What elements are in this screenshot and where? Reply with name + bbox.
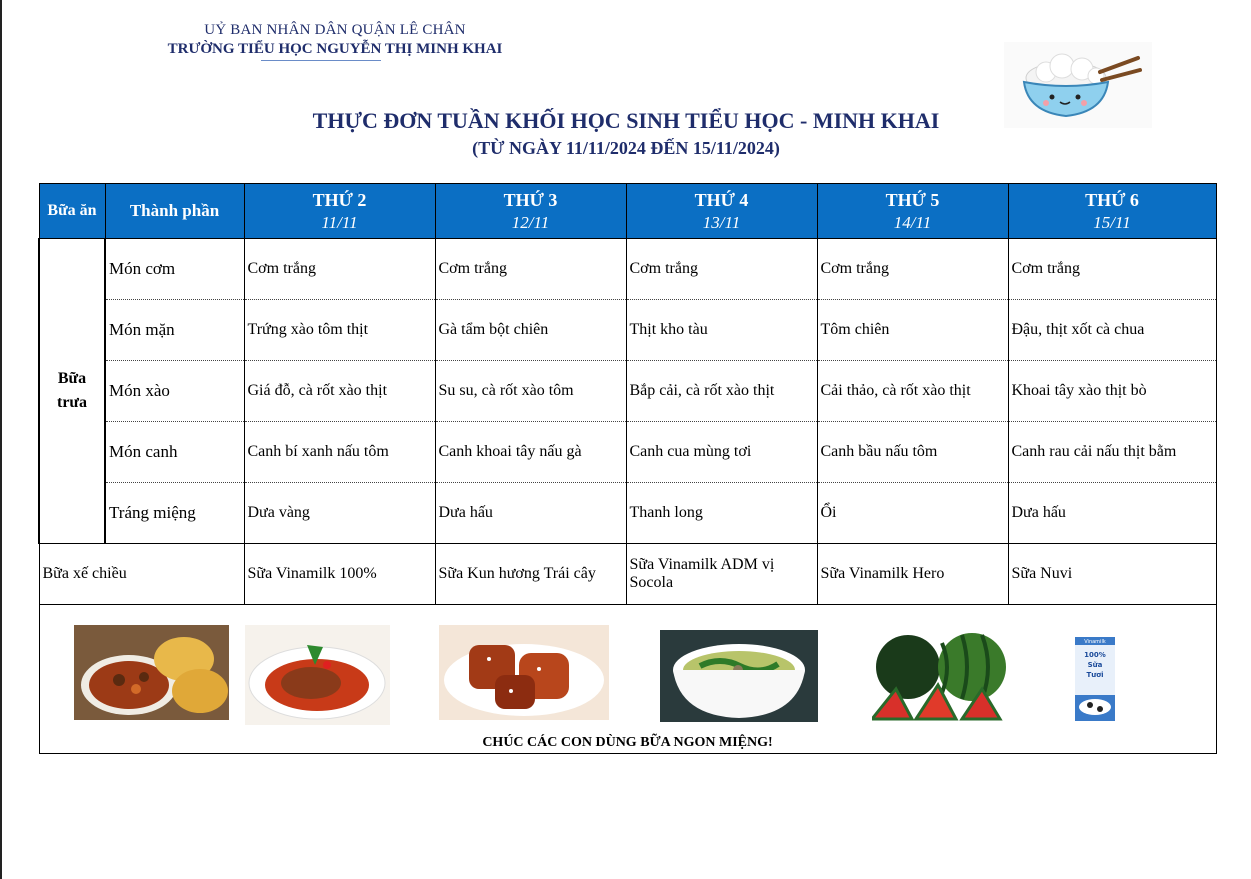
- menu-cell: Tôm chiên: [817, 300, 1008, 361]
- menu-cell: Gà tẩm bột chiên: [435, 300, 626, 361]
- menu-cell: Cải thảo, cà rốt xào thịt: [817, 361, 1008, 422]
- menu-cell: Bắp cải, cà rốt xào thịt: [626, 361, 817, 422]
- menu-cell: Giá đỗ, cà rốt xào thịt: [244, 361, 435, 422]
- closing-wish: CHÚC CÁC CON DÙNG BỮA NGON MIỆNG!: [482, 735, 773, 750]
- component-cell: Món canh: [105, 422, 244, 483]
- organization-header: [150, 22, 520, 61]
- snack-row: [39, 544, 1216, 605]
- milk-percent-text: 100%: [1083, 651, 1106, 659]
- snack-cell: Sữa Vinamilk 100%: [244, 544, 435, 605]
- snack-cell: Sữa Vinamilk ADM vị Socola: [626, 544, 817, 605]
- school-name: TRƯỜNG TIỂU HỌC NGUYỄN THỊ MINH KHAI: [167, 41, 503, 57]
- menu-cell: Thanh long: [626, 483, 817, 544]
- braised-pork-photo: [439, 625, 609, 720]
- milk-brand-text: Vinamilk: [1083, 639, 1106, 645]
- stew-bread-photo: [74, 625, 229, 720]
- food-photos-cell: [39, 605, 1216, 754]
- day-header-thu: THỨ 5 14/11: [817, 184, 1008, 239]
- milk-type-text: Tươi: [1086, 671, 1103, 679]
- table-row: [39, 239, 1216, 300]
- menu-cell: Su su, cà rốt xào tôm: [435, 361, 626, 422]
- menu-cell: Khoai tây xào thịt bò: [1008, 361, 1216, 422]
- lunch-label: Bữa trưa: [39, 239, 105, 544]
- menu-cell: Thịt kho tàu: [626, 300, 817, 361]
- col-meal-header: Bữa ăn: [39, 184, 105, 239]
- snack-cell: Sữa Vinamilk Hero: [817, 544, 1008, 605]
- table-row: [39, 422, 1216, 483]
- component-cell: Món cơm: [105, 239, 244, 300]
- menu-cell: Dưa hấu: [435, 483, 626, 544]
- day-header-tue: THỨ 3 12/11: [435, 184, 626, 239]
- table-header-row: [39, 184, 1216, 239]
- menu-title-block: [200, 108, 1052, 159]
- day-header-mon: THỨ 2 11/11: [244, 184, 435, 239]
- component-cell: Tráng miệng: [105, 483, 244, 544]
- col-component-header: Thành phần: [105, 184, 244, 239]
- menu-title: THỰC ĐƠN TUẦN KHỐI HỌC SINH TIỂU HỌC - MINH KHAI: [312, 108, 940, 133]
- menu-cell: Cơm trắng: [435, 239, 626, 300]
- snack-cell: Sữa Kun hương Trái cây: [435, 544, 626, 605]
- day-header-fri: THỨ 6 15/11: [1008, 184, 1216, 239]
- menu-cell: Canh bí xanh nấu tôm: [244, 422, 435, 483]
- table-row: [39, 483, 1216, 544]
- watermelon-photo: [872, 627, 1017, 725]
- menu-cell: Cơm trắng: [626, 239, 817, 300]
- menu-cell: Dưa hấu: [1008, 483, 1216, 544]
- menu-cell: Cơm trắng: [817, 239, 1008, 300]
- menu-cell: Dưa vàng: [244, 483, 435, 544]
- weekly-menu-table: [38, 183, 1217, 754]
- component-cell: Món xào: [105, 361, 244, 422]
- braised-fish-photo: [245, 625, 390, 725]
- menu-cell: Cơm trắng: [244, 239, 435, 300]
- soup-photo: [660, 630, 818, 722]
- component-cell: Món mặn: [105, 300, 244, 361]
- menu-cell: Ổi: [817, 483, 1008, 544]
- menu-cell: Canh bầu nấu tôm: [817, 422, 1008, 483]
- table-row: [39, 361, 1216, 422]
- district-committee: UỶ BAN NHÂN DÂN QUẬN LÊ CHÂN: [204, 22, 466, 38]
- day-header-wed: THỨ 4 13/11: [626, 184, 817, 239]
- menu-cell: Đậu, thịt xốt cà chua: [1008, 300, 1216, 361]
- menu-cell: Canh cua mùng tơi: [626, 422, 817, 483]
- menu-cell: Canh rau cải nấu thịt bằm: [1008, 422, 1216, 483]
- snack-label: Bữa xế chiều: [39, 544, 244, 605]
- menu-cell: Trứng xào tôm thịt: [244, 300, 435, 361]
- menu-date-range: (TỪ NGÀY 11/11/2024 ĐẾN 15/11/2024): [472, 138, 780, 158]
- milk-name-text: Sữa: [1087, 661, 1102, 669]
- milk-carton-photo: [1070, 631, 1120, 723]
- page-edge: [0, 0, 2, 879]
- photo-row: [39, 605, 1216, 754]
- header-underline: [261, 60, 381, 61]
- snack-cell: Sữa Nuvi: [1008, 544, 1216, 605]
- menu-cell: Cơm trắng: [1008, 239, 1216, 300]
- menu-cell: Canh khoai tây nấu gà: [435, 422, 626, 483]
- table-row: [39, 300, 1216, 361]
